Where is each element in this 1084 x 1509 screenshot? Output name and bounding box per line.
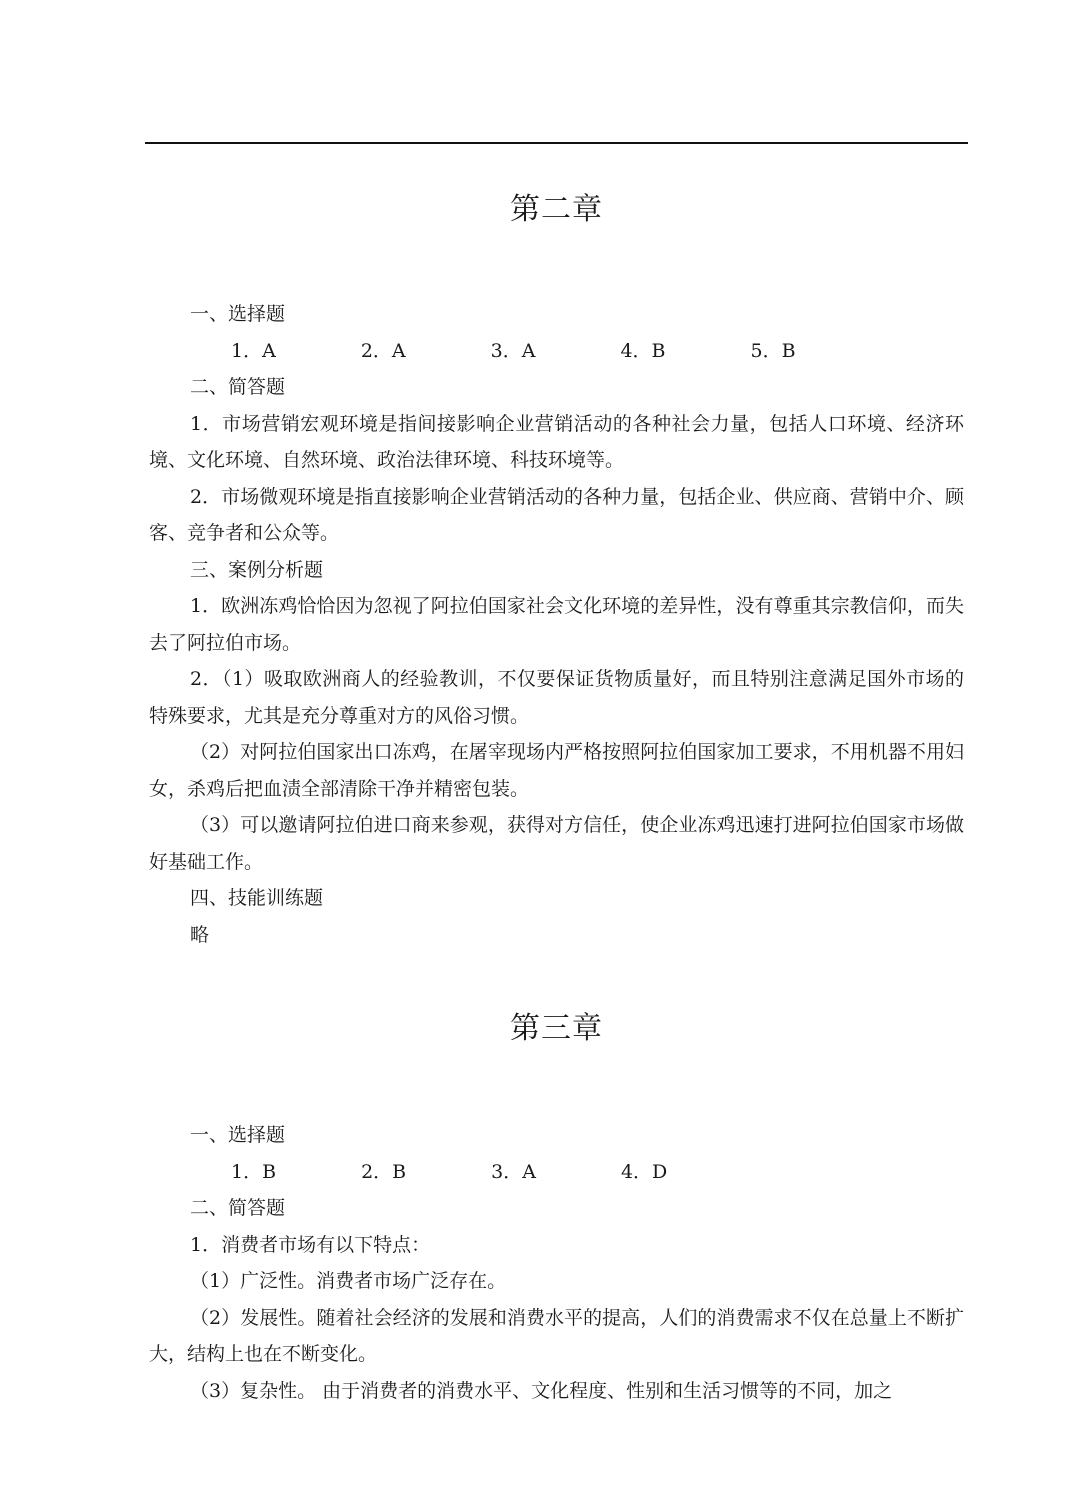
- ch2-section-3-paragraph: （2）对阿拉伯国家出口冻鸡，在屠宰现场内严格按照阿拉伯国家加工要求，不用机器不用妇女，杀鸡后把血渍全部清除干净并精密包装。: [149, 741, 964, 800]
- ch2-section-2-paragraph: 1．市场营销宏观环境是指间接影响企业营销活动的各种社会力量，包括人口环境、经济环境、文化环境、自然环境、政治法律环境、科技环境等。: [149, 412, 964, 471]
- ch2-section-2-heading: 二、简答题: [190, 376, 286, 398]
- ch3-section-2-paragraph: （3）复杂性。 由于消费者的消费水平、文化程度、性别和生活习惯等的不同，加之: [190, 1379, 893, 1402]
- ch2-section-4-text: 略: [190, 923, 210, 946]
- ch2-answer-list: [149, 333, 964, 370]
- ch2-answer: 1．A: [231, 339, 276, 362]
- document-body: [149, 170, 964, 1409]
- ch2-section-3-paragraph: 2．（1）吸取欧洲商人的经验教训，不仅要保证货物质量好，而且特别注意满足国外市场的特殊要求，尤其是充分尊重对方的风俗习惯。: [149, 668, 964, 727]
- ch3-answer: 4．D: [620, 1160, 668, 1183]
- ch2-answer: 2．A: [360, 339, 406, 362]
- ch3-section-2-heading: 二、简答题: [190, 1197, 286, 1219]
- ch2-section-2-paragraph: 2．市场微观环境是指直接影响企业营销活动的各种力量，包括企业、供应商、营销中介、顾客、竞争者和公众等。: [149, 485, 964, 544]
- chapter-3-title: 第三章: [510, 1011, 603, 1046]
- ch2-section-3-heading: 三、案例分析题: [190, 558, 324, 581]
- ch3-section-1-heading: 一、选择题: [190, 1124, 286, 1146]
- ch2-section-4-heading: 四、技能训练题: [190, 887, 324, 909]
- ch3-section-2-paragraph: （1）广泛性。消费者市场广泛存在。: [190, 1270, 507, 1292]
- ch3-section-2-paragraph: 1．消费者市场有以下特点：: [190, 1233, 431, 1256]
- ch3-answer: 3．A: [491, 1160, 536, 1183]
- ch2-section-3-paragraph: 1．欧洲冻鸡恰恰因为忽视了阿拉伯国家社会文化环境的差异性，没有尊重其宗教信仰，而失去了阿拉伯市场。: [149, 595, 964, 654]
- chapter-2-title: 第二章: [510, 192, 603, 227]
- ch3-answer: 2．B: [361, 1160, 407, 1183]
- ch2-answer: 5．B: [750, 339, 796, 362]
- ch2-answer: 3．A: [490, 339, 536, 362]
- ch3-answer-list: [149, 1154, 964, 1191]
- header-rule: [145, 142, 968, 144]
- ch3-section-2-paragraph: （2）发展性。随着社会经济的发展和消费水平的提高，人们的消费需求不仅在总量上不断扩大，结构上也在不断变化。: [149, 1306, 964, 1365]
- ch2-answer: 4．B: [620, 339, 666, 362]
- ch2-section-3-paragraph: （3）可以邀请阿拉伯进口商来参观，获得对方信任，使企业冻鸡迅速打进阿拉伯国家市场做好基础工作。: [149, 814, 964, 873]
- ch2-section-1-heading: 一、选择题: [190, 303, 286, 325]
- ch3-answer: 1．B: [231, 1160, 277, 1183]
